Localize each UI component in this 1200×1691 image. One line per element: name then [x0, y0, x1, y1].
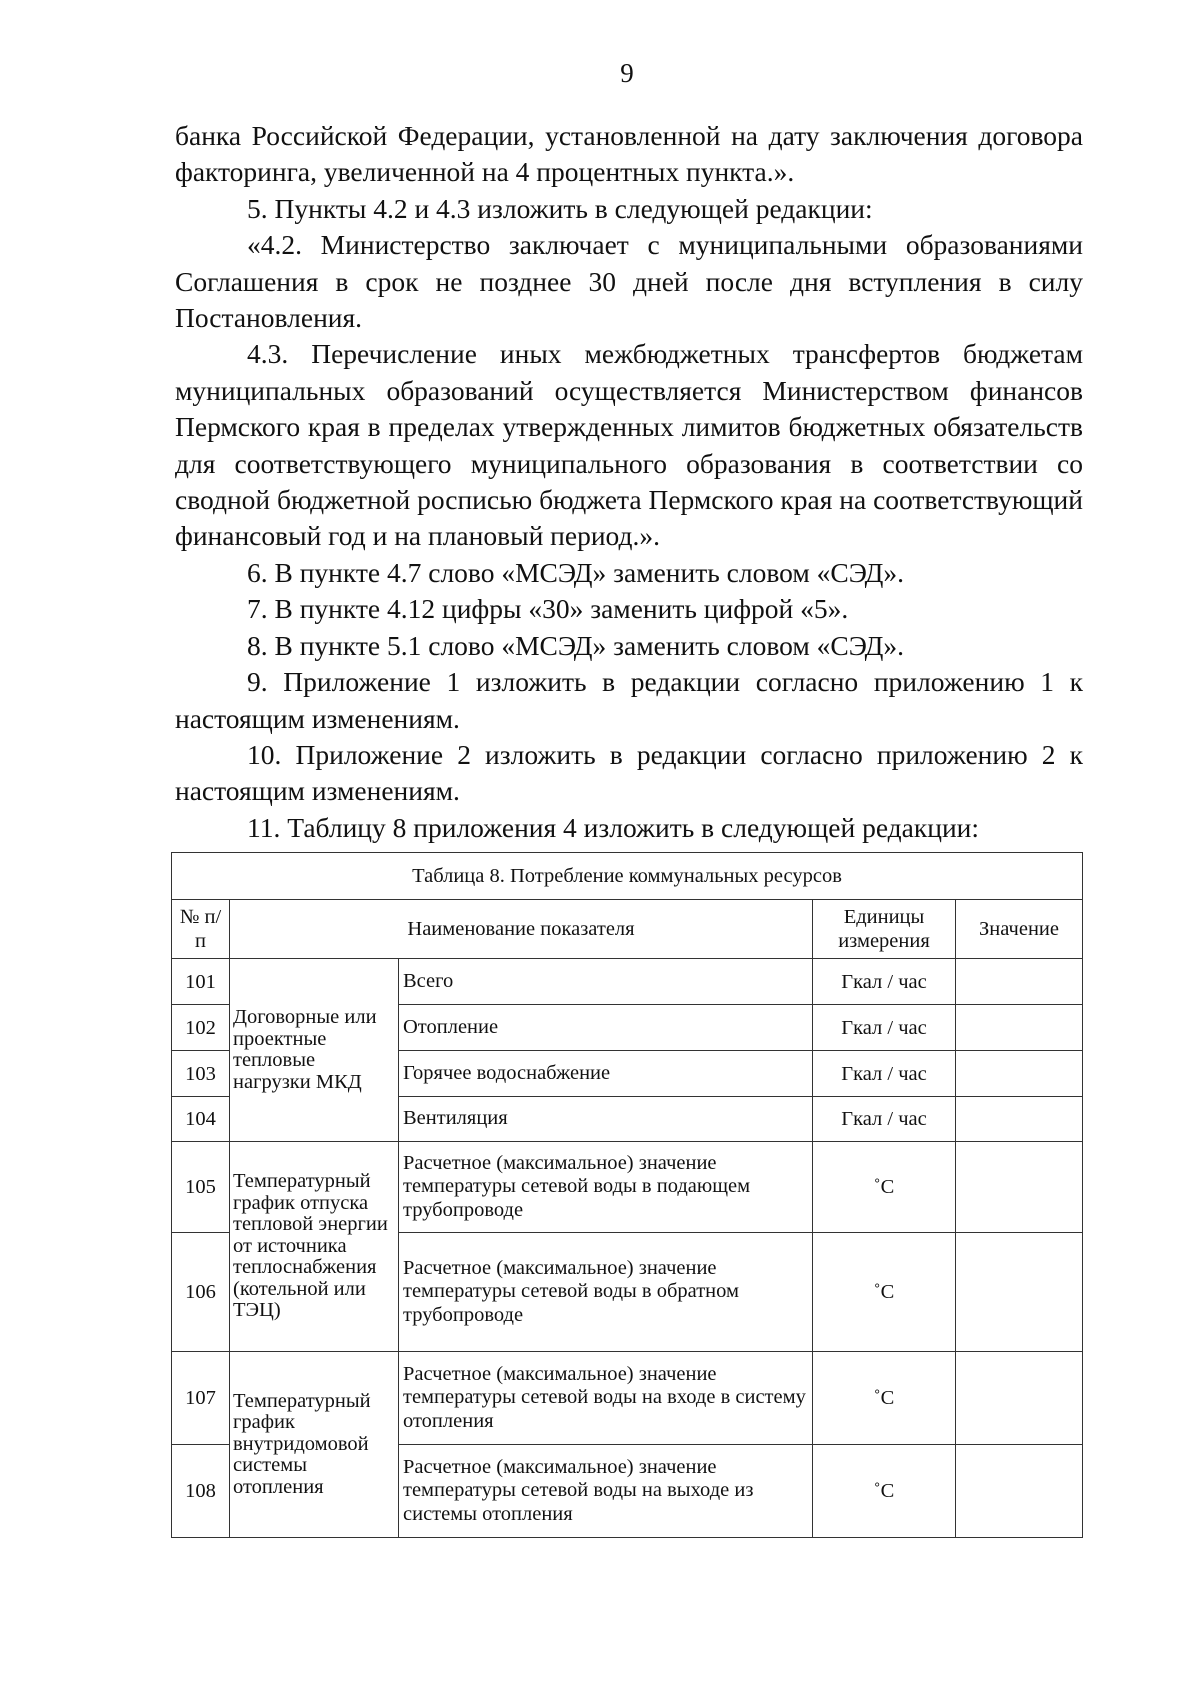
row-name: Расчетное (максимальное) значение температуры сетевой воды на выходе из системы отопления — [399, 1445, 813, 1538]
row-name: Расчетное (максимальное) значение температуры сетевой воды на входе в систему отопления — [399, 1352, 813, 1445]
row-unit: ˚С — [813, 1233, 956, 1352]
table-header-row — [172, 900, 1083, 959]
table-caption: Таблица 8. Потребление коммунальных ресурсов — [172, 853, 1083, 900]
paragraph-item-9: 9. Приложение 1 изложить в редакции согласно приложению 1 к настоящим изменениям. — [175, 666, 1083, 734]
row-name: Отопление — [399, 1005, 813, 1051]
row-num: 107 — [172, 1352, 230, 1445]
row-num: 102 — [172, 1005, 230, 1051]
row-name: Вентиляция — [399, 1097, 813, 1142]
paragraph-item-11: 11. Таблицу 8 приложения 4 изложить в следующей редакции: — [247, 811, 980, 843]
paragraph-item-10: 10. Приложение 2 изложить в редакции согласно приложению 2 к настоящим изменениям. — [175, 738, 1083, 807]
paragraph-clause-4-2: «4.2. Министерство заключает с муниципальными образованиями Соглашения в срок не позднее 30 дней после дня вступления в силу Постановления. — [175, 229, 1083, 334]
row-value — [956, 1233, 1083, 1352]
document-body — [175, 118, 1083, 846]
row-value — [956, 1051, 1083, 1097]
paragraph-item-5: 5. Пункты 4.2 и 4.3 изложить в следующей редакции: — [247, 192, 873, 224]
row-unit: ˚С — [813, 1445, 956, 1538]
row-value — [956, 1445, 1083, 1538]
row-group: Температурный график внутридомовой системы отопления — [230, 1352, 399, 1538]
header-num: № п/п — [172, 900, 230, 959]
paragraph-item-6: 6. В пункте 4.7 слово «МСЭД» заменить словом «СЭД». — [247, 556, 904, 588]
row-unit: ˚С — [813, 1352, 956, 1445]
row-num: 106 — [172, 1233, 230, 1352]
paragraph-item-7: 7. В пункте 4.12 цифры «30» заменить цифрой «5». — [247, 593, 849, 625]
header-unit: Единицы измерения — [813, 900, 956, 959]
page-number: 9 — [620, 58, 634, 88]
row-value — [956, 959, 1083, 1005]
row-unit: Гкал / час — [813, 959, 956, 1005]
row-num: 108 — [172, 1445, 230, 1538]
table-row — [172, 1352, 1083, 1445]
table-caption-row — [172, 853, 1083, 900]
paragraph-continuation: банка Российской Федерации, установленной на дату заключения договора факторинга, увеличенной на 4 процентных пункта.». — [175, 120, 1083, 188]
row-name: Расчетное (максимальное) значение температуры сетевой воды в обратном трубопроводе — [399, 1233, 813, 1352]
row-name: Всего — [399, 959, 813, 1005]
paragraph-item-8: 8. В пункте 5.1 слово «МСЭД» заменить словом «СЭД». — [247, 629, 904, 661]
row-unit: Гкал / час — [813, 1005, 956, 1051]
row-unit: Гкал / час — [813, 1097, 956, 1142]
row-value — [956, 1142, 1083, 1233]
header-name: Наименование показателя — [230, 900, 813, 959]
paragraph-clause-4-3: 4.3. Перечисление иных межбюджетных трансфертов бюджетам муниципальных образований осуществляется Министерством финансов Пермского края в пределах утвержденных лимитов бюджетных обязательств для соответствующего муниципального образования в соответствии со сводной бюджетной росписью бюджета Пермского края на соответствующий финансовый год и на плановый период.». — [175, 338, 1083, 552]
row-unit: ˚С — [813, 1142, 956, 1233]
row-value — [956, 1352, 1083, 1445]
resources-table — [171, 852, 1083, 1538]
row-group: Температурный график отпуска тепловой энергии от источника теплоснабжения (котельной или ТЭЦ) — [230, 1142, 399, 1352]
header-value: Значение — [956, 900, 1083, 959]
row-value — [956, 1005, 1083, 1051]
table-row — [172, 959, 1083, 1005]
row-num: 101 — [172, 959, 230, 1005]
row-num: 104 — [172, 1097, 230, 1142]
row-num: 105 — [172, 1142, 230, 1233]
table-row — [172, 1142, 1083, 1233]
row-group: Договорные или проектные тепловые нагрузки МКД — [230, 959, 399, 1142]
row-name: Расчетное (максимальное) значение температуры сетевой воды в подающем трубопроводе — [399, 1142, 813, 1233]
row-num: 103 — [172, 1051, 230, 1097]
row-value — [956, 1097, 1083, 1142]
row-name: Горячее водоснабжение — [399, 1051, 813, 1097]
row-unit: Гкал / час — [813, 1051, 956, 1097]
